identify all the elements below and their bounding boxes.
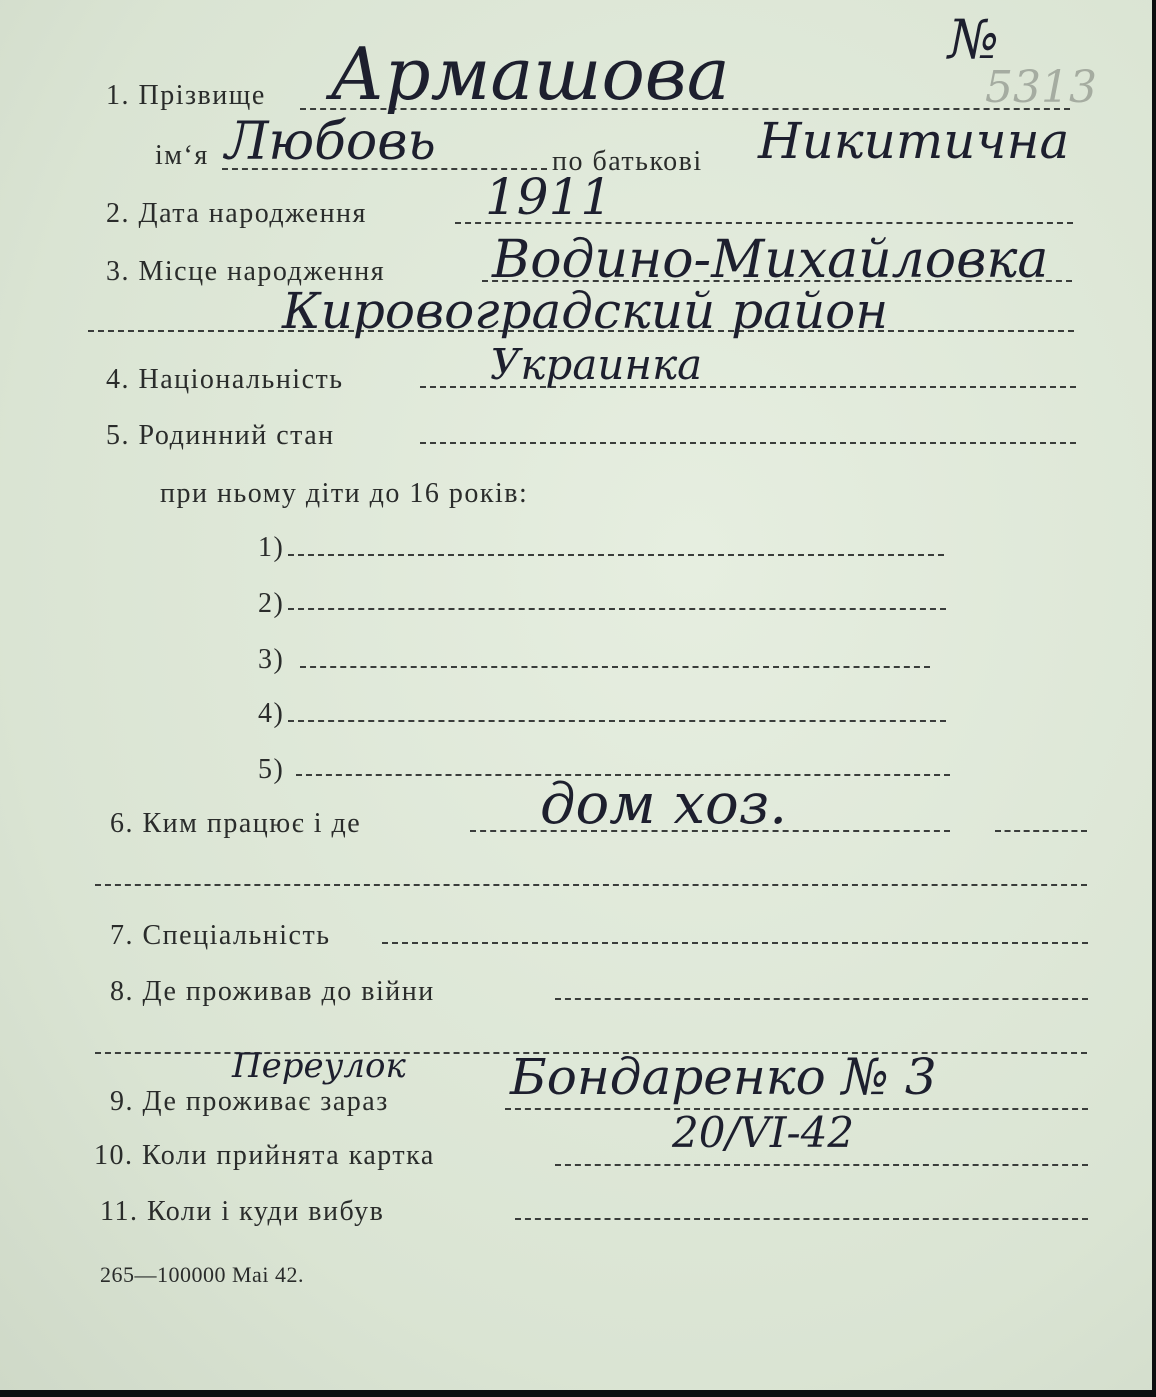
birth-place-value-line1: Водино-Михайловка <box>492 230 1049 290</box>
birth-place-label: 3. Місце народження <box>106 256 386 287</box>
card-received-value: 20/VI-42 <box>672 1108 855 1157</box>
child-2-label: 2) <box>258 588 285 619</box>
card-received-label: 10. Коли прийнята картка <box>94 1140 435 1171</box>
child-4-line <box>288 720 946 722</box>
departure-label: 11. Коли і куди вибув <box>100 1196 385 1227</box>
first-name-label: ім‘я <box>155 140 209 171</box>
prewar-residence-label: 8. Де проживав до війни <box>110 976 435 1007</box>
occupation-label: 6. Ким працює і де <box>110 808 362 839</box>
marital-status-label: 5. Родинний стан <box>106 420 335 451</box>
children-heading: при ньому діти до 16 років: <box>160 478 529 509</box>
child-2-line <box>288 608 946 610</box>
marital-status-line <box>420 442 1076 444</box>
card-number-faded: 5313 <box>985 62 1097 113</box>
child-1-line <box>288 554 944 556</box>
current-residence-value: Бондаренко № 3 <box>510 1048 937 1106</box>
occupation-value: дом хоз. <box>540 772 788 837</box>
birth-date-value: 1911 <box>485 168 613 226</box>
occupation-line-right <box>995 830 1087 832</box>
child-3-label: 3) <box>258 644 285 675</box>
nationality-value: Украинка <box>490 340 703 389</box>
child-3-line <box>300 666 930 668</box>
prewar-residence-line <box>555 998 1088 1000</box>
print-run-footer: 265—100000 Mai 42. <box>100 1262 304 1287</box>
occupation-line-2 <box>95 884 1087 886</box>
patronymic-label: по батькові <box>552 146 703 177</box>
child-4-label: 4) <box>258 698 285 729</box>
child-5-label: 5) <box>258 754 285 785</box>
patronymic-value: Никитична <box>758 112 1070 170</box>
specialty-label: 7. Спеціальність <box>110 920 331 951</box>
nationality-label: 4. Національність <box>106 364 344 395</box>
current-residence-label: 9. Де проживає зараз <box>110 1086 389 1117</box>
surname-label: 1. Прізвище <box>106 80 266 111</box>
current-residence-value-above: Переулок <box>232 1046 406 1086</box>
surname-value: Армашова <box>330 32 730 116</box>
departure-line <box>515 1218 1088 1220</box>
birth-place-value-line2: Кировоградский район <box>282 282 889 340</box>
child-1-label: 1) <box>258 532 285 563</box>
card-number-mark: № <box>948 8 1000 71</box>
first-name-value: Любовь <box>225 112 436 172</box>
card-received-line <box>555 1164 1088 1166</box>
birth-date-label: 2. Дата народження <box>106 198 367 229</box>
specialty-line <box>382 942 1088 944</box>
